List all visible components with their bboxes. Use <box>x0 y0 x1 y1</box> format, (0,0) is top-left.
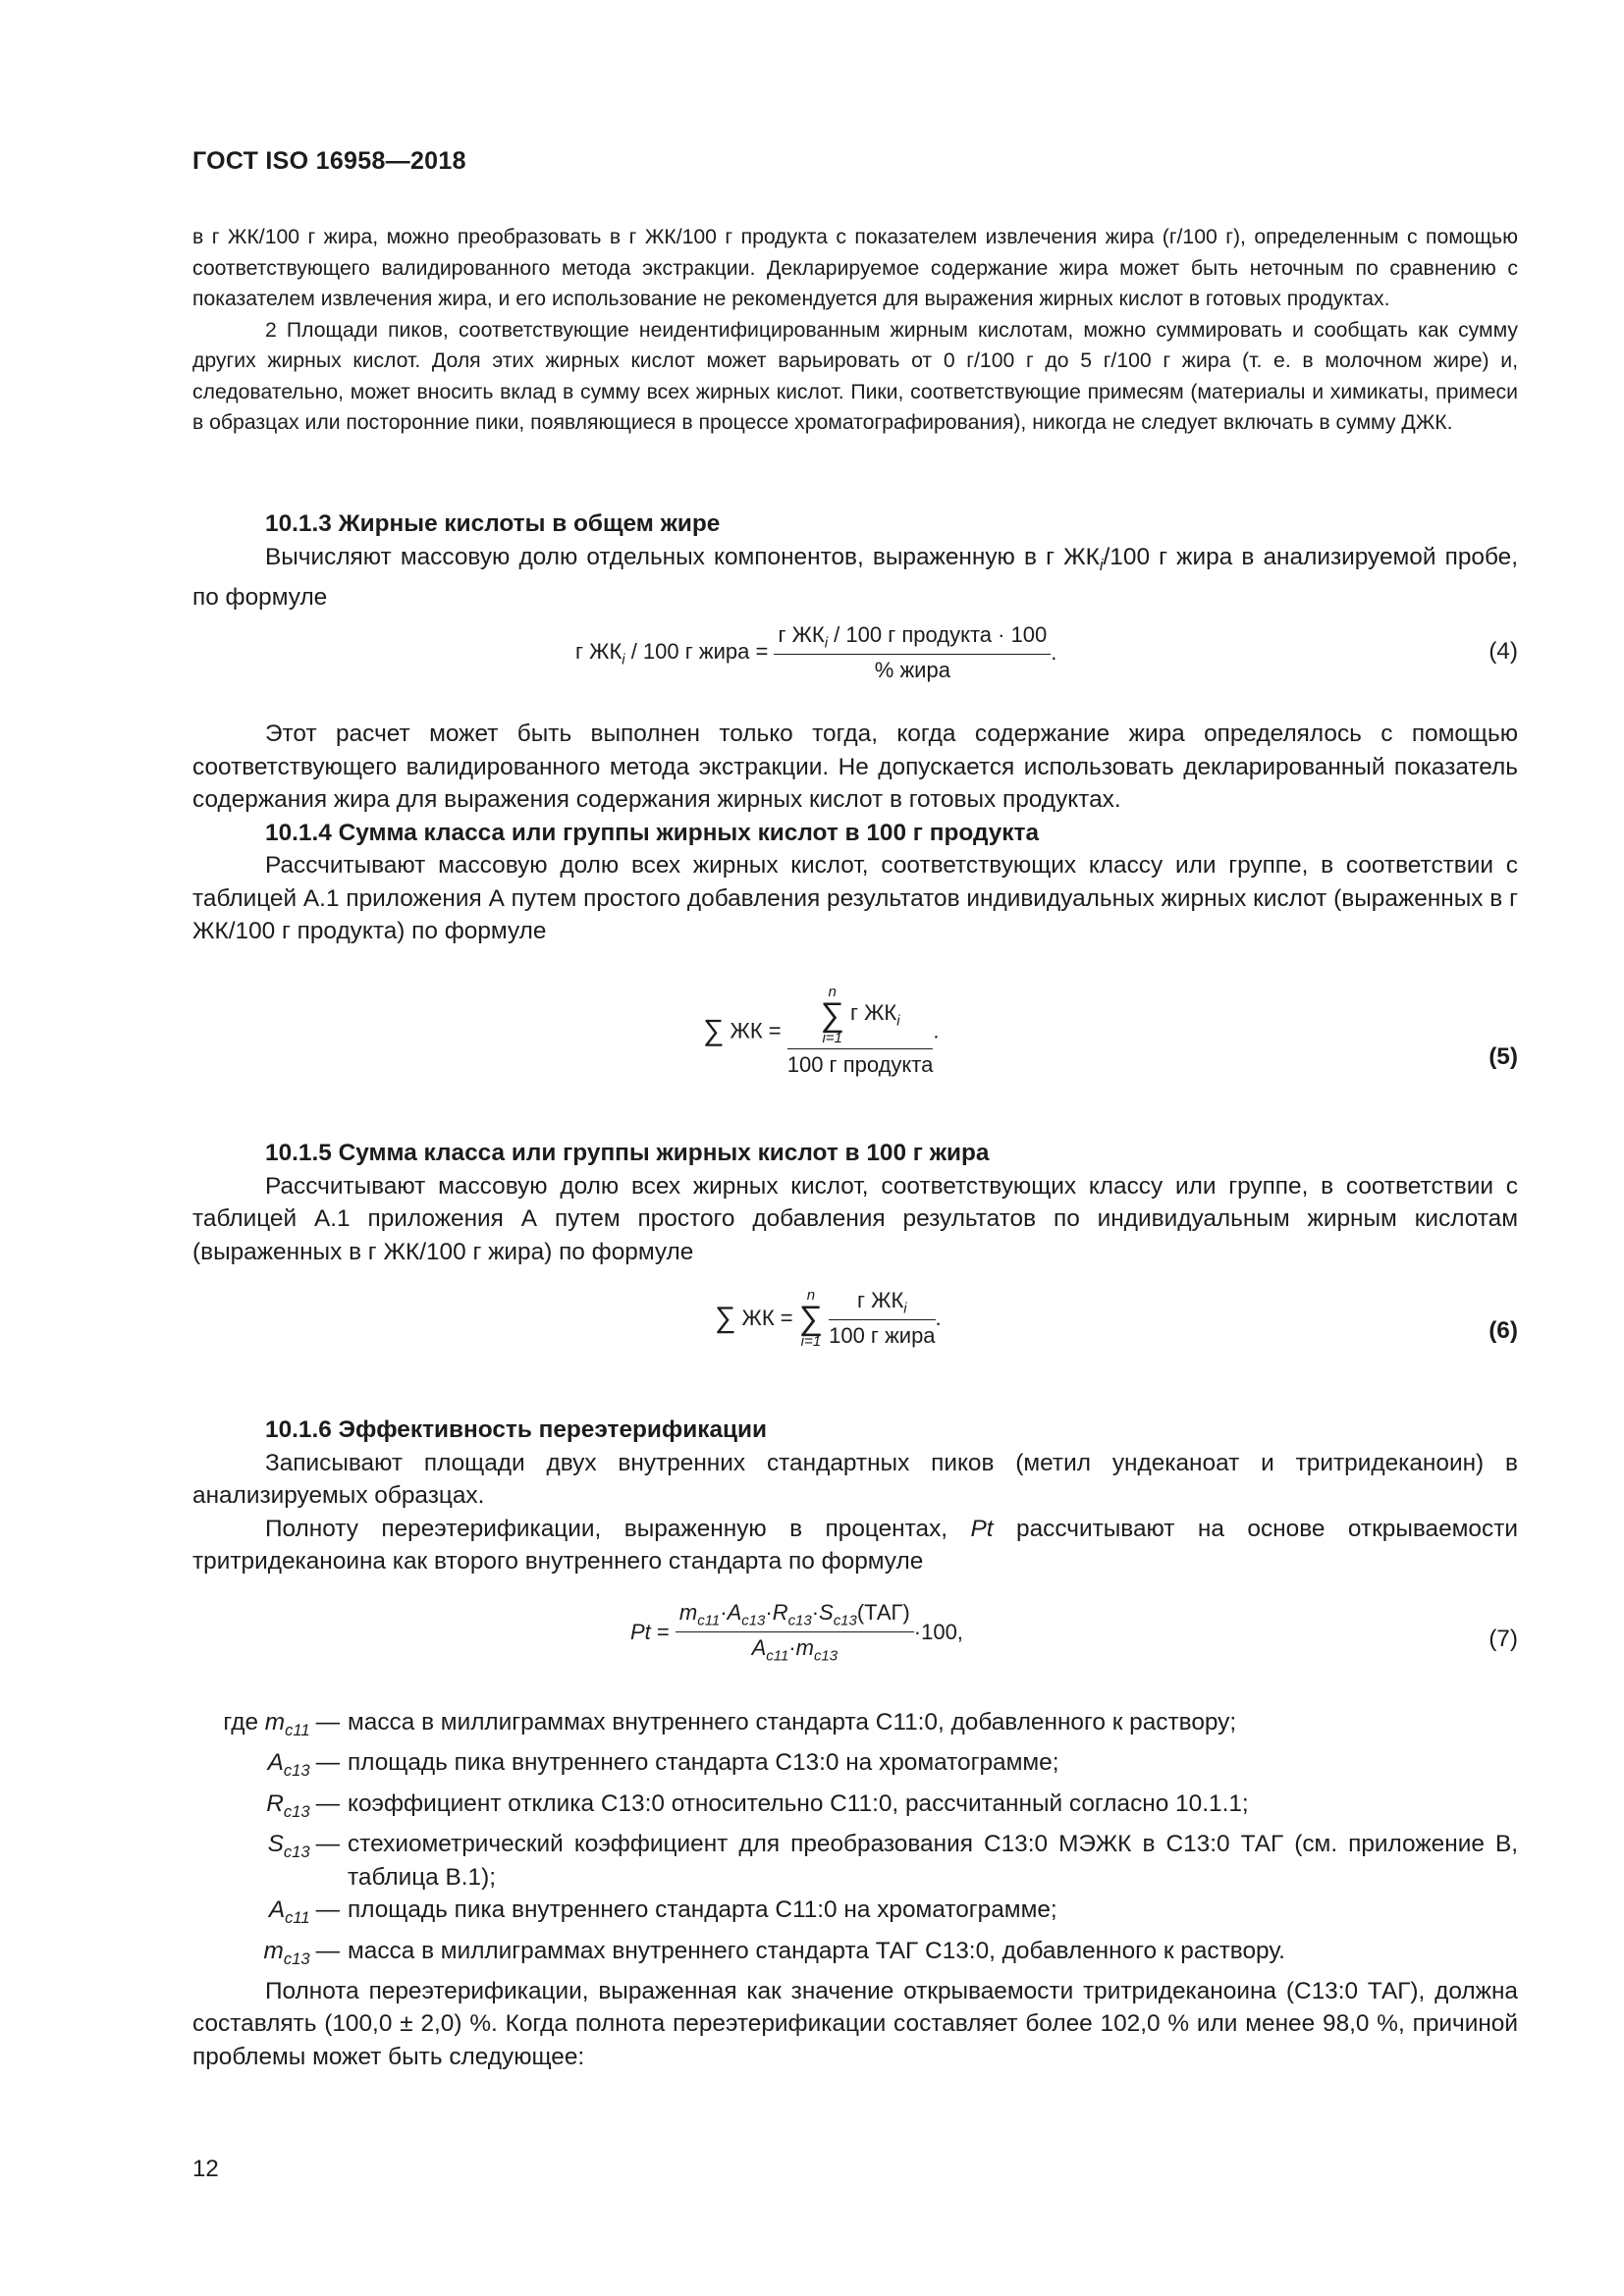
note-paragraph-2: 2 Площади пиков, соответствующие неидентифицированным жирным кислотам, можно суммировать и сообщать как сумму других жирных кислот. Доля этих жирных кислот может варьировать от 0 г/100 г до 5 г/100 г жира (т. е. в молочном жире) и, следовательно, может вносить вклад в сумму всех жирных кислот. Пики, соответствующие примесям (материалы и химикаты, примеси в образцах или посторонние пики, появляющиеся в процессе хроматографирования), никогда не следует включать в сумму ДЖК. <box>192 318 1518 434</box>
paragraph-extraction-note: Этот расчет может быть выполнен только тогда, когда содержание жира определялось с помощью соответствующего валидированного метода экстракции. Не допускается использовать декларированный показатель содержания жира для выражения содержания жирных кислот в готовых продуктах. <box>192 721 1518 813</box>
formula-7: Pt = $\frac{m_{c11}\cdot A_{c13}\cdot R_{c13}\cdot S_{c13}(ТАГ)}{A_{c11}\cdot m_{c13}}$ ·100, (7) <box>630 1600 1518 1665</box>
section-10-1-6 <box>192 1414 1518 1578</box>
definition-item: $A_{c11}$ — площадь пика внутреннего стандарта С11:0 на хроматограмме; <box>268 1896 1057 1927</box>
definition-item: $m_{c13}$ — масса в миллиграммах внутреннего стандарта ТАГ С13:0, добавленного к раствору. <box>263 1937 1285 1968</box>
definition-item: $S_{c13}$ — стехиометрический коэффициент для преобразования С13:0 МЭЖК в С13:0 ТАГ (см. приложение В, таблица В.1); <box>267 1831 1518 1891</box>
notes-block <box>192 222 1518 439</box>
document-header: ГОСТ ISO 16958—2018 <box>192 147 466 175</box>
section-10-1-5 <box>192 1137 1518 1268</box>
equation-number: (4) <box>1489 638 1518 665</box>
section-heading: 10.1.4 Сумма класса или группы жирных кислот в 100 г продукта <box>265 819 1040 846</box>
formula-4-fraction: $\frac{г ЖК_i / 100 г продукта \cdot 100}{\text{\% жира}}$ <box>774 622 1051 683</box>
equation-number: (6) <box>1489 1317 1518 1344</box>
formula-7-fraction: $\frac{m_{c11}\cdot A_{c13}\cdot R_{c13}\cdot S_{c13}(ТАГ)}{A_{c11}\cdot m_{c13}}$ <box>676 1600 914 1665</box>
section-heading: 10.1.5 Сумма класса или группы жирных кислот в 100 г жира <box>265 1140 990 1166</box>
section-heading: 10.1.3 Жирные кислоты в общем жире <box>265 510 721 537</box>
section-intro: Рассчитывают массовую долю всех жирных кислот, соответствующих классу или группе, в соответствии с таблицей А.1 приложения А путем простого добавления результатов индивидуальных жирных кислот (выраженных в г ЖК/100 г продукта) по формуле <box>192 852 1518 944</box>
paragraph-transesterification: Полноту переэтерификации, выраженную в процентах, Pt рассчитывают на основе открываемости тритридеканоина как второго внутреннего стандарта по формуле <box>192 1515 1518 1575</box>
formula-5-fraction: n ∑ i=1 г $ЖК_i$ 100 г продукта <box>786 984 934 1077</box>
section-10-1-4 <box>192 718 1518 948</box>
equation-number: (5) <box>1489 1043 1518 1070</box>
page-number: 12 <box>192 2156 219 2182</box>
section-heading: 10.1.6 Эффективность переэтерификации <box>265 1416 768 1443</box>
paragraph-internal-standards: Записывают площади двух внутренних стандартных пиков (метил ундеканоат и тритридеканоин) в анализируемых образцах. <box>192 1449 1518 1509</box>
formula-6-fraction: $\frac{г ЖК_i}{\text{100 г жира}}$ <box>829 1288 936 1349</box>
paragraph-completeness: Полнота переэтерификации, выраженная как значение открываемости тритридеканоина (С13:0 ТАГ), должна составлять (100,0 ± 2,0) %. Когда полнота переэтерификации составляет более 102,0 % или менее 98,0 %, причиной проблемы может быть следующее: <box>192 1977 1518 2070</box>
definition-item: $A_{c13}$ — площадь пика внутреннего стандарта С13:0 на хроматограмме; <box>267 1749 1059 1781</box>
definitions-list <box>192 1706 1518 2073</box>
formula-4: г $ЖК_i / 100$ г жира = $\frac{г ЖК_i / 100 г продукта \cdot 100}{\text{\% жира}}$ . (4) <box>575 622 1518 683</box>
section-intro: Рассчитывают массовую долю всех жирных кислот, соответствующих классу или группе, в соответствии с таблицей А.1 приложения А путем простого добавления результатов по индивидуальным жирным кислотам (выраженных в г ЖК/100 г жира) по формуле <box>192 1172 1518 1265</box>
definition-item: где $m_{c11}$ — масса в миллиграммах внутреннего стандарта С11:0, добавленного к раствору; <box>223 1709 1237 1739</box>
equation-number: (7) <box>1489 1626 1518 1652</box>
formula-5: ∑ ЖК = n ∑ i=1 г $ЖК_i$ 100 г продукта . (5) <box>703 984 1518 1077</box>
definition-item: $R_{c13}$ — коэффициент отклика С13:0 относительно С11:0, рассчитанный согласно 10.1.1; <box>266 1789 1249 1821</box>
note-paragraph-1: в г ЖК/100 г жира, можно преобразовать в г ЖК/100 г продукта с показателем извлечения жира (г/100 г), определенным с помощью соответствующего валидированного метода экстракции. Декларируемое содержание жира может быть неточным по сравнению с показателем извлечения жира, и его использование не рекомендуется для выражения жирных кислот в готовых продуктах. <box>192 226 1518 310</box>
formula-6: ∑ ЖК = n ∑ i=1 $\frac{г ЖК_i}{\text{100 г жира}}$ . (6) <box>715 1287 1518 1351</box>
section-10-1-3 <box>192 507 1518 614</box>
section-intro: Вычисляют массовую долю отдельных компонентов, выраженную в г $ЖК_i/100$ г жира в анализируемой пробе, по формуле <box>192 543 1518 611</box>
